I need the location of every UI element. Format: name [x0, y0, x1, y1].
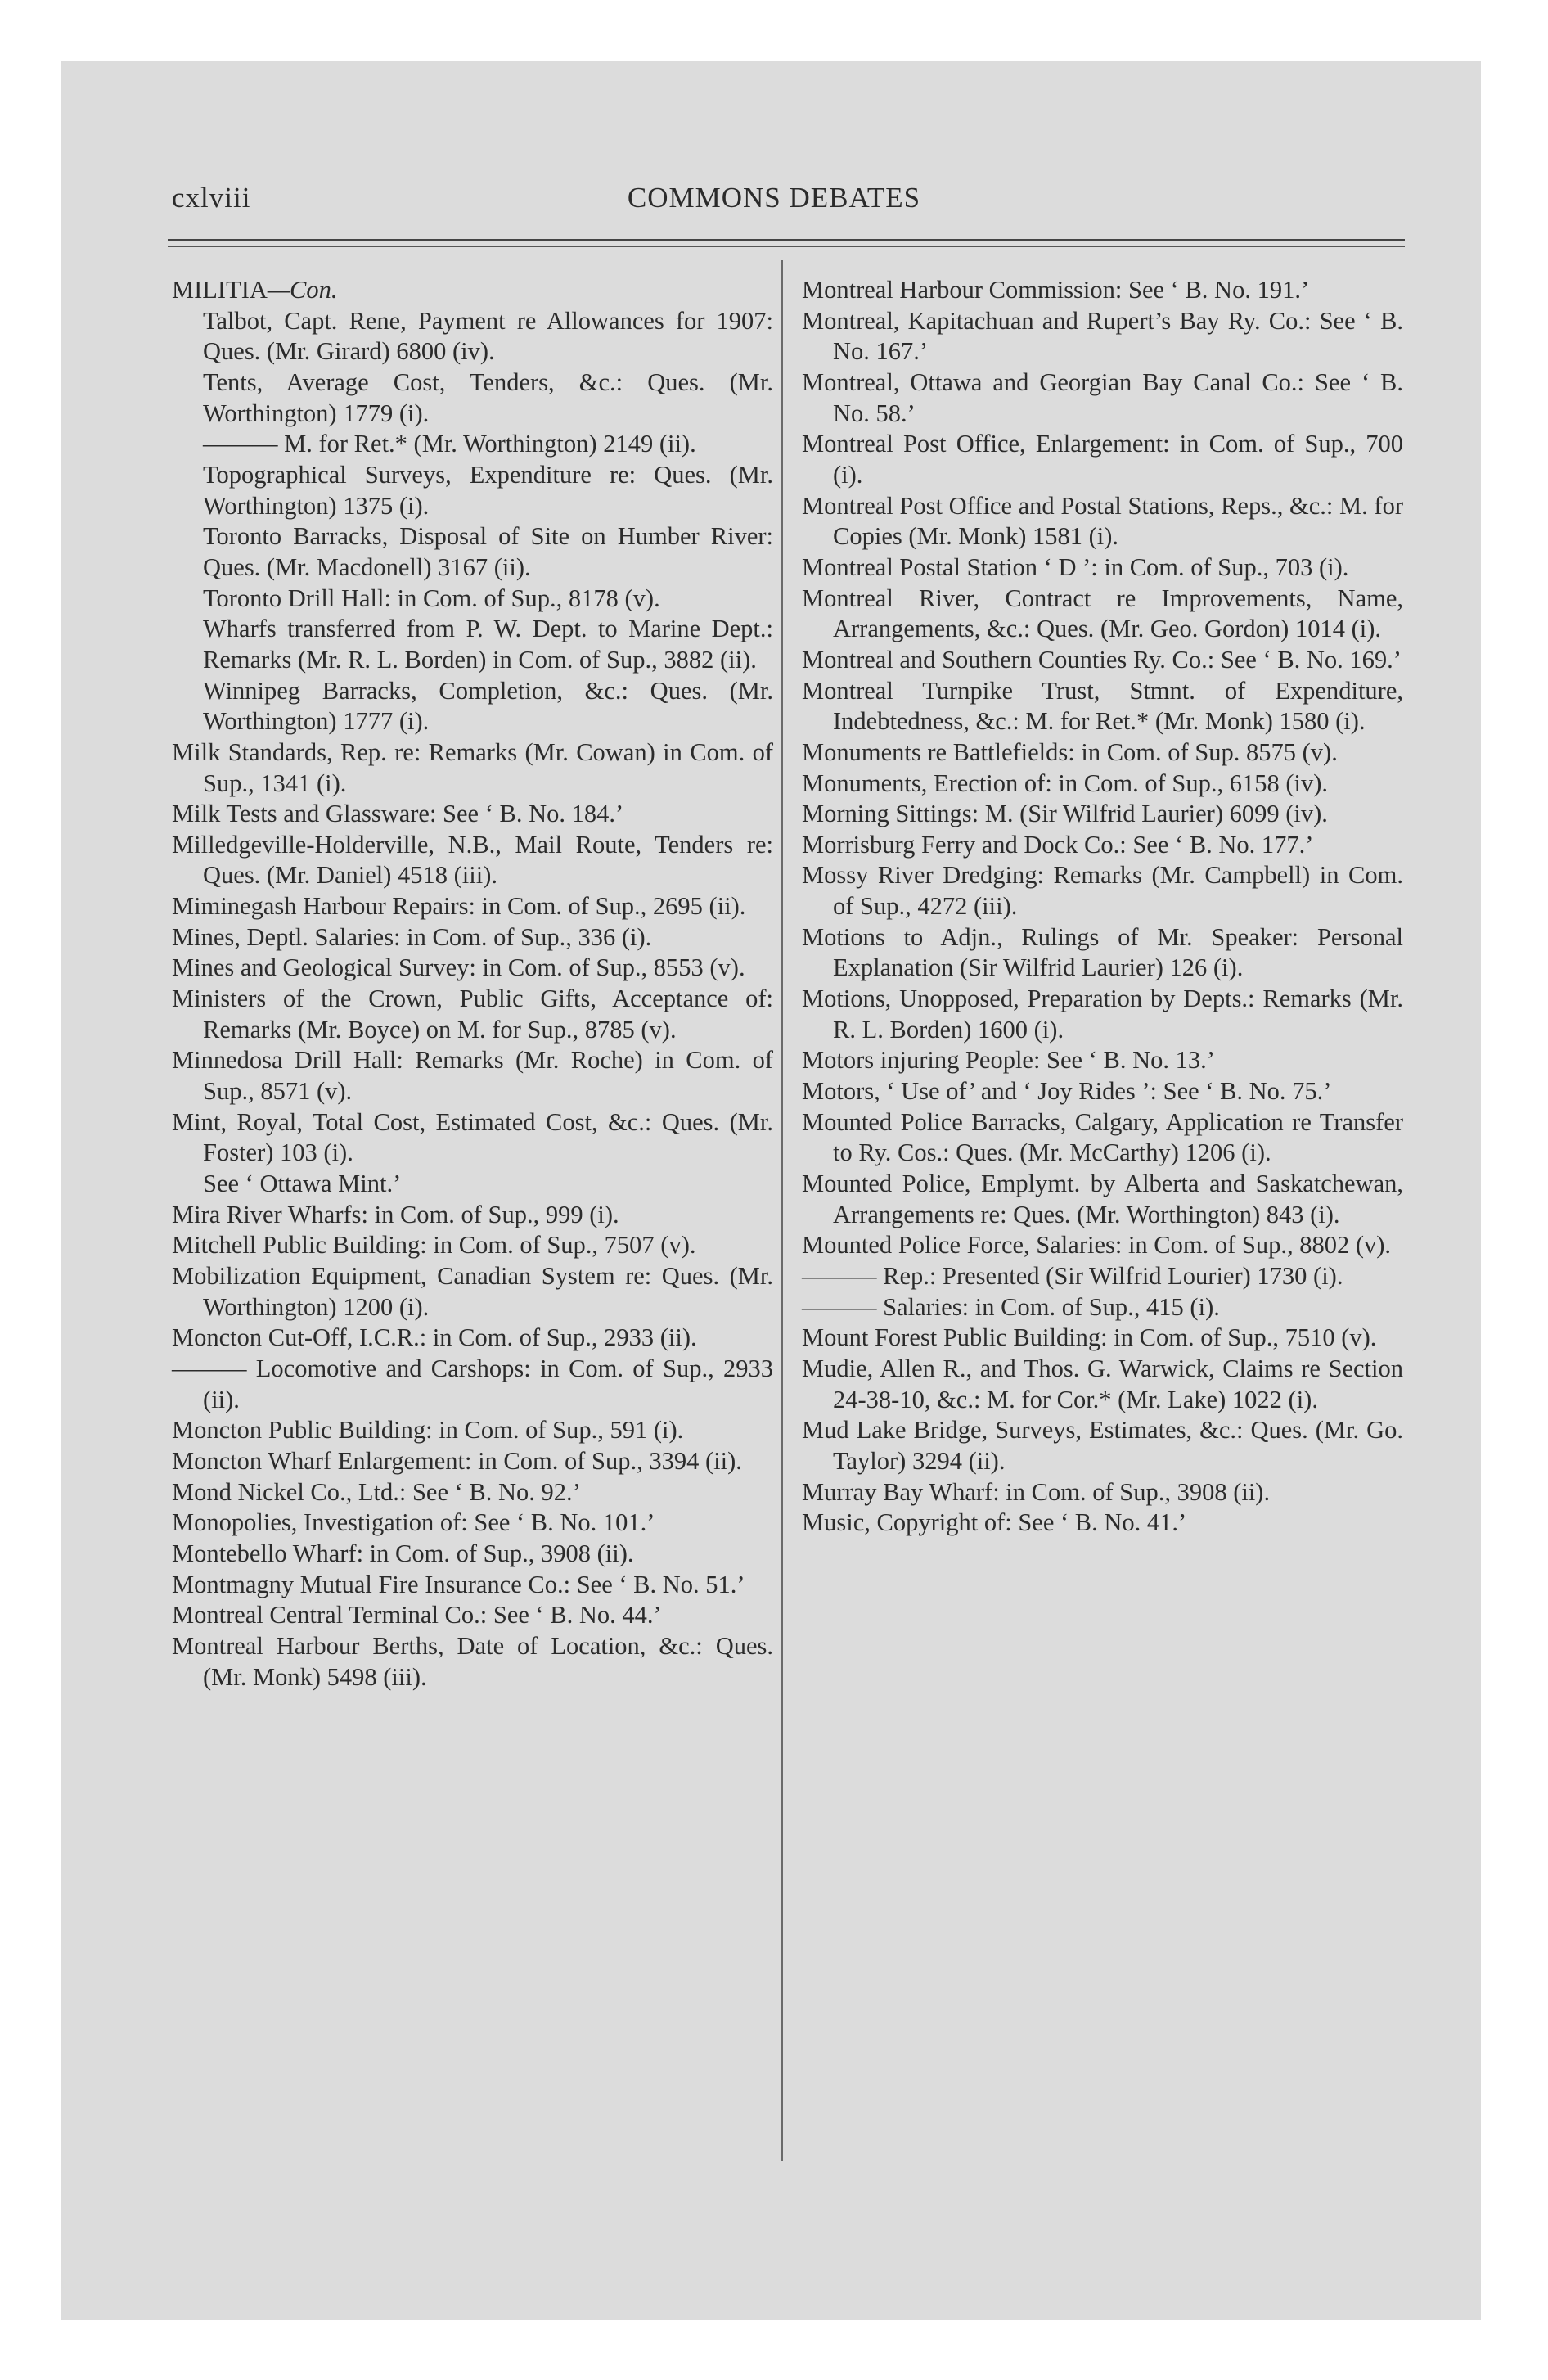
- index-entry: Miminegash Harbour Repairs: in Com. of Sup., 2695 (ii).: [172, 892, 746, 921]
- index-entry: Montmagny Mutual Fire Insurance Co.: See ‘ B. No. 51.’: [172, 1570, 745, 1598]
- index-entry: Mount Forest Public Building: in Com. of Sup., 7510 (v).: [802, 1323, 1377, 1352]
- index-entry: Montreal Post Office and Postal Stations, Reps., &c.: M. for Copies (Mr. Monk) 1581 (i).: [802, 491, 1403, 551]
- running-head: COMMONS DEBATES: [627, 182, 921, 214]
- section-title: MILITIA: [172, 276, 268, 304]
- index-entry: Mud Lake Bridge, Surveys, Estimates, &c.: Ques. (Mr. Go. Taylor) 3294 (ii).: [802, 1416, 1403, 1475]
- index-entry: Montreal Harbour Berths, Date of Location, &c.: Ques. (Mr. Monk) 5498 (iii).: [172, 1631, 773, 1691]
- index-entry: Montebello Wharf: in Com. of Sup., 3908 (ii).: [172, 1539, 634, 1567]
- index-entry: Milk Tests and Glassware: See ‘ B. No. 184.’: [172, 800, 624, 828]
- index-entry: Moncton Cut-Off, I.C.R.: in Com. of Sup., 2933 (ii).: [172, 1323, 697, 1352]
- index-entry: Motions, Unopposed, Preparation by Depts.: Remarks (Mr. R. L. Borden) 1600 (i).: [802, 985, 1403, 1044]
- index-entry: Toronto Barracks, Disposal of Site on Humber River: Ques. (Mr. Macdonell) 3167 (ii).: [203, 522, 773, 581]
- index-entry: Mudie, Allen R., and Thos. G. Warwick, Claims re Section 24-38-10, &c.: M. for Cor.* (Mr. Lake) 1022 (i).: [802, 1354, 1403, 1413]
- left-entry-list: [172, 306, 773, 1693]
- index-entry: ——— M. for Ret.* (Mr. Worthington) 2149 (ii).: [203, 430, 696, 458]
- index-entry: Mitchell Public Building: in Com. of Sup., 7507 (v).: [172, 1231, 696, 1260]
- index-entry: Montreal Post Office, Enlargement: in Com. of Sup., 700 (i).: [802, 430, 1403, 489]
- index-entry: Moncton Public Building: in Com. of Sup., 591 (i).: [172, 1416, 684, 1445]
- index-entry: Mounted Police Barracks, Calgary, Application re Transfer to Ry. Cos.: Ques. (Mr. McCarthy) 1206 (i).: [802, 1107, 1403, 1167]
- index-entry: Montreal Postal Station ‘ D ’: in Com. of Sup., 703 (i).: [802, 552, 1349, 581]
- column-divider: [781, 260, 783, 2161]
- index-entry: Morrisburg Ferry and Dock Co.: See ‘ B. No. 177.’: [802, 830, 1314, 859]
- index-entry: ——— Salaries: in Com. of Sup., 415 (i).: [802, 1292, 1220, 1321]
- section-continued: —Con.: [267, 276, 338, 304]
- index-entry: Mossy River Dredging: Remarks (Mr. Campbell) in Com. of Sup., 4272 (iii).: [802, 861, 1403, 921]
- index-entry: Montreal, Kapitachuan and Rupert’s Bay Ry. Co.: See ‘ B. No. 167.’: [802, 306, 1403, 366]
- index-entry: Montreal Central Terminal Co.: See ‘ B. No. 44.’: [172, 1601, 662, 1629]
- index-entry: Monuments re Battlefields: in Com. of Sup. 8575 (v).: [802, 737, 1338, 766]
- left-column: [172, 275, 773, 1693]
- index-entry: ——— Rep.: Presented (Sir Wilfrid Lourier) 1730 (i).: [802, 1262, 1343, 1290]
- index-entry: Montreal River, Contract re Improvements, Name, Arrangements, &c.: Ques. (Mr. Geo. Gordon) 1014 (i).: [802, 584, 1403, 643]
- index-entry: Moncton Wharf Enlargement: in Com. of Sup., 3394 (ii).: [172, 1446, 742, 1475]
- header-rule-thin: [168, 246, 1405, 247]
- index-entry: Winnipeg Barracks, Completion, &c.: Ques. (Mr. Worthington) 1777 (i).: [203, 676, 773, 736]
- header-rule-thick: [168, 239, 1405, 241]
- index-entry: Music, Copyright of: See ‘ B. No. 41.’: [802, 1508, 1187, 1537]
- index-entry: Montreal Harbour Commission: See ‘ B. No. 191.’: [802, 276, 1310, 304]
- index-entry: Motors injuring People: See ‘ B. No. 13.’: [802, 1046, 1215, 1075]
- index-entry: Mond Nickel Co., Ltd.: See ‘ B. No. 92.’: [172, 1477, 581, 1506]
- section-heading: [172, 275, 773, 306]
- index-entry: Minnedosa Drill Hall: Remarks (Mr. Roche) in Com. of Sup., 8571 (v).: [172, 1046, 773, 1106]
- index-entry: Mounted Police Force, Salaries: in Com. of Sup., 8802 (v).: [802, 1231, 1392, 1260]
- index-entry: Talbot, Capt. Rene, Payment re Allowances for 1907: Ques. (Mr. Girard) 6800 (iv).: [203, 306, 773, 366]
- index-entry: Mobilization Equipment, Canadian System re: Ques. (Mr. Worthington) 1200 (i).: [172, 1262, 773, 1321]
- index-entry: Montreal and Southern Counties Ry. Co.: See ‘ B. No. 169.’: [802, 645, 1402, 674]
- index-entry: Toronto Drill Hall: in Com. of Sup., 8178 (v).: [203, 584, 660, 612]
- index-entry: Monuments, Erection of: in Com. of Sup., 6158 (iv).: [802, 769, 1328, 797]
- index-entry: Murray Bay Wharf: in Com. of Sup., 3908 (ii).: [802, 1477, 1271, 1506]
- index-entry: Ministers of the Crown, Public Gifts, Acceptance of: Remarks (Mr. Boyce) on M. for Sup., 8785 (v).: [172, 985, 773, 1044]
- index-entry: Mines and Geological Survey: in Com. of Sup., 8553 (v).: [172, 953, 745, 982]
- index-entry: Mounted Police, Emplymt. by Alberta and Saskatchewan, Arrangements re: Ques. (Mr. Worthington) 843 (i).: [802, 1170, 1403, 1228]
- index-entry: Wharfs transferred from P. W. Dept. to Marine Dept.: Remarks (Mr. R. L. Borden) in Com. of Sup., 3882 (ii).: [203, 615, 773, 674]
- index-entry: Montreal, Ottawa and Georgian Bay Canal Co.: See ‘ B. No. 58.’: [802, 367, 1403, 427]
- index-entry: ——— Locomotive and Carshops: in Com. of Sup., 2933 (ii).: [172, 1354, 773, 1413]
- index-entry: Mint, Royal, Total Cost, Estimated Cost, &c.: Ques. (Mr. Foster) 103 (i).: [172, 1107, 773, 1167]
- index-entry: Tents, Average Cost, Tenders, &c.: Ques. (Mr. Worthington) 1779 (i).: [203, 367, 773, 427]
- right-column: [802, 275, 1403, 1539]
- index-entry: Milk Standards, Rep. re: Remarks (Mr. Cowan) in Com. of Sup., 1341 (i).: [172, 737, 773, 797]
- index-entry: Topographical Surveys, Expenditure re: Ques. (Mr. Worthington) 1375 (i).: [203, 460, 773, 520]
- index-entry: Morning Sittings: M. (Sir Wilfrid Laurier) 6099 (iv).: [802, 800, 1328, 828]
- index-entry: Mira River Wharfs: in Com. of Sup., 999 (i).: [172, 1200, 619, 1228]
- index-entry: Motions to Adjn., Rulings of Mr. Speaker: Personal Explanation (Sir Wilfrid Laurier) 126 (i).: [802, 922, 1403, 982]
- index-entry: See ‘ Ottawa Mint.’: [203, 1170, 402, 1198]
- index-entry: Mines, Deptl. Salaries: in Com. of Sup., 336 (i).: [172, 922, 652, 951]
- index-entry: Montreal Turnpike Trust, Stmnt. of Expenditure, Indebtedness, &c.: M. for Ret.* (Mr. Monk) 1580 (i).: [802, 676, 1403, 736]
- index-entry: Milledgeville-Holderville, N.B., Mail Route, Tenders re: Ques. (Mr. Daniel) 4518 (iii).: [172, 830, 773, 890]
- page-number: cxlviii: [172, 182, 251, 214]
- index-entry: Motors, ‘ Use of’ and ‘ Joy Rides ’: See ‘ B. No. 75.’: [802, 1077, 1332, 1106]
- index-entry: Monopolies, Investigation of: See ‘ B. No. 101.’: [172, 1508, 655, 1537]
- right-entry-list: [802, 275, 1403, 1539]
